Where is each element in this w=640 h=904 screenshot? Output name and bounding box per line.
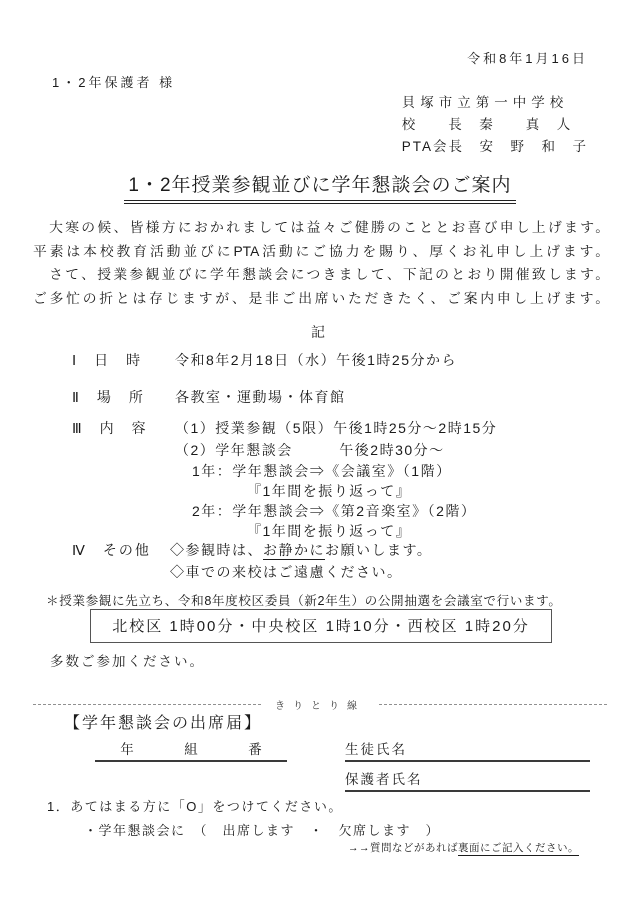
schedule-item1-label: Ⅰ 日 時 [72, 352, 143, 368]
sender-principal: 校 長 秦 真 人 [401, 117, 573, 132]
schedule-item1-value: 令和8年2月18日（水）午後1時25分から [175, 352, 458, 368]
schedule-item4-note1 [170, 540, 432, 560]
guardian-name-field[interactable] [345, 768, 590, 792]
schedule-item4-label: Ⅳ その他 [72, 542, 151, 558]
greeting-line: 平素は本校教育活動並びにPTA活動にご協力を賜り、厚くお礼申し上げます。 [33, 243, 609, 259]
sender-pta-chair: PTA会長 安 野 和 子 [401, 139, 588, 154]
participation-request: 多数ご参加ください。 [50, 654, 205, 669]
schedule-item3-line1: （1）授業参観（5限）午後1時25分～2時15分 [175, 420, 498, 436]
note1-underlined-text: お静かに [263, 542, 325, 558]
sender-school: 貝塚市立第一中学校 [401, 95, 569, 110]
schedule-item3-line2: （2）学年懇談会 午後2時30分～ [175, 442, 445, 458]
cut-dash-right [379, 704, 607, 705]
lottery-times-box: 北校区 1時00分・中央校区 1時10分・西校区 1時20分 [90, 609, 552, 643]
schedule-item4-note2: ◇車での来校はご遠慮ください。 [170, 564, 403, 580]
guardian-name-label: 保護者氏名 [345, 772, 423, 787]
backside-note-underlined: 裏面にご記入ください。 [458, 842, 579, 854]
backside-note-prefix: →→質問などがあれば [348, 842, 458, 854]
document-date: 令和8年1月16日 [467, 51, 588, 66]
attendance-choice-line: ・学年懇談会に （ 出席します ・ 欠席します ） [84, 823, 441, 838]
student-name-label: 生徒氏名 [345, 742, 407, 757]
note1-prefix: ◇参観時は、 [170, 542, 263, 558]
student-name-field[interactable] [345, 738, 590, 762]
note1-suffix: お願いします。 [325, 542, 433, 558]
cut-dash-left [33, 704, 261, 705]
class-label: 組 [184, 742, 198, 757]
document-title: 1・2年授業参観並びに学年懇談会のご案内 [124, 170, 515, 204]
schedule-item2-value: 各教室・運動場・体育館 [175, 389, 346, 405]
number-label: 番 [248, 742, 262, 757]
greeting-line: 大寒の候、皆様方におかれましては益々ご健勝のこととお喜び申し上げます。 [33, 220, 609, 235]
schedule-item3-line6: 『1年間を振り返って』 [247, 523, 412, 539]
record-mark: 記 [311, 324, 329, 340]
attendance-form-title: 【学年懇談会の出席届】 [64, 715, 263, 732]
schedule-item2-label: Ⅱ 場 所 [72, 389, 145, 405]
schedule-item3-label: Ⅲ 内 容 [72, 420, 148, 436]
document-title-row [0, 170, 640, 204]
year-label: 年 [120, 742, 134, 757]
greeting-paragraph [33, 216, 609, 310]
schedule-item3-line4: 『1年間を振り返って』 [247, 483, 412, 499]
cut-line-label: きりとり線 [275, 701, 365, 712]
sender-block [402, 92, 588, 158]
greeting-line: さて、授業参観並びに学年懇談会につきまして、下記のとおり開催致します。 [33, 267, 609, 282]
schedule-item3-line5: 2年：学年懇談会⇒《第2音楽室》（2階） [192, 503, 477, 519]
addressee: 1・2年保護者 様 [52, 75, 176, 90]
year-class-number-field[interactable] [95, 738, 287, 762]
backside-note [348, 840, 579, 855]
lottery-note: ＊授業参観に先立ち、令和8年度校区委員（新2年生）の公開抽選を会議室で行います。 [46, 594, 562, 608]
greeting-line: ご多忙の折とは存じますが、是非ご出席いただきたく、ご案内申し上げます。 [33, 290, 609, 306]
schedule-item3-line3: 1年：学年懇談会⇒《会議室》（1階） [192, 463, 452, 479]
form-instruction: 1．あてはまる方に「O」をつけてください。 [47, 799, 343, 814]
